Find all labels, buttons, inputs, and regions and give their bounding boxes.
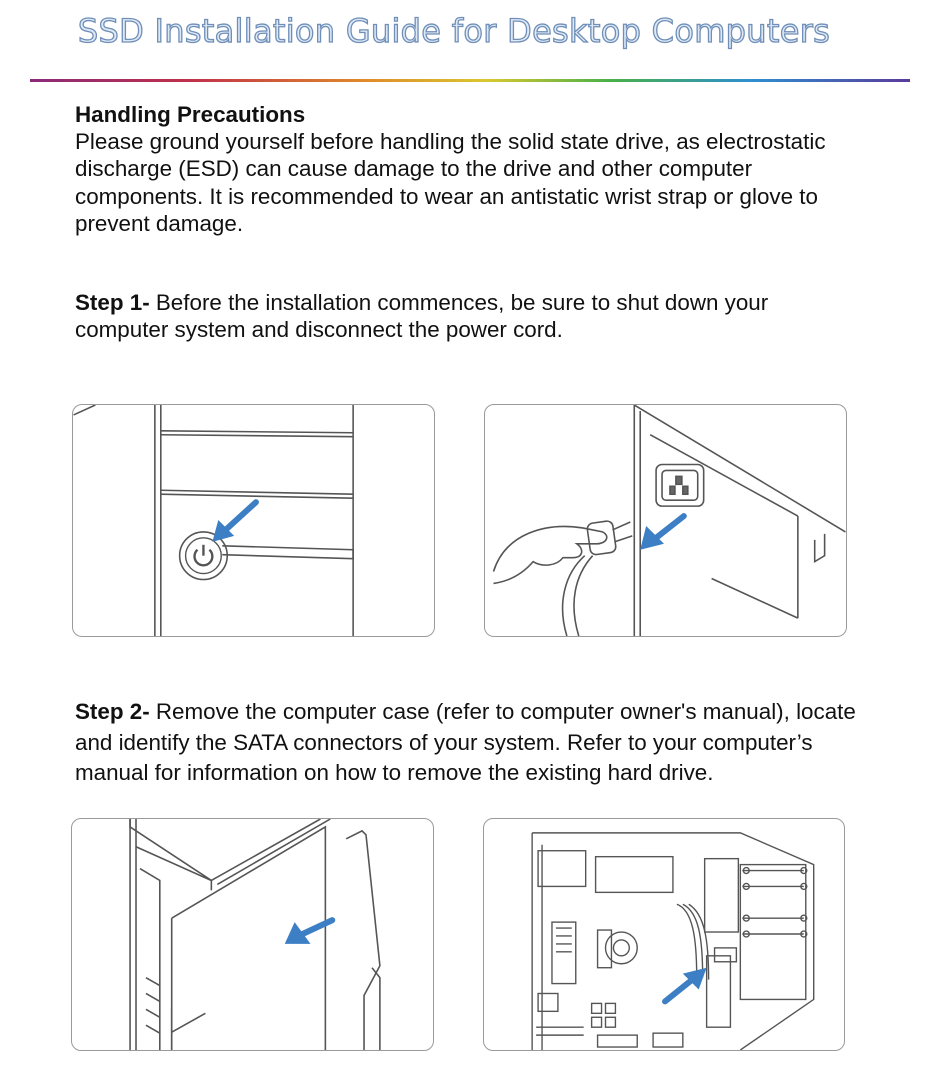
arrow-icon (640, 516, 684, 550)
step-1-text: Before the installation commences, be sure to shut down your computer system and disconnect the power cord. (75, 290, 769, 343)
power-button-drawing (73, 405, 434, 636)
step-2-text: Remove the computer case (refer to computer owner's manual), locate and identify the SATA connectors of your system. Refer to your computer’s manual for information on how to remove the existing hard drive. (75, 699, 856, 785)
step-1-label: Step 1- (75, 290, 150, 315)
arrow-icon (212, 502, 256, 542)
illustration-power-button (72, 404, 435, 637)
rainbow-divider (30, 79, 910, 82)
precautions-body: Please ground yourself before handling the solid state drive, as electrostatic discharge (ESD) can cause damage to the drive and other computer components. It is recommended to wear an antistatic wrist strap or glove to prevent damage. (75, 129, 826, 237)
step-2-paragraph (75, 697, 875, 789)
guide-title: SSD Installation Guide for Desktop Computers (77, 12, 831, 50)
remove-case-drawing (72, 819, 433, 1050)
arrow-icon (665, 968, 707, 1002)
illustration-sata-connectors (483, 818, 845, 1051)
step-2-label: Step 2- (75, 699, 150, 724)
step-1-paragraph (75, 289, 855, 344)
precautions-heading: Handling Precautions (75, 102, 306, 127)
illustration-remove-case (71, 818, 434, 1051)
illustration-unplug-cord (484, 404, 847, 637)
sata-connectors-drawing (484, 819, 844, 1050)
unplug-cord-drawing (485, 405, 846, 636)
